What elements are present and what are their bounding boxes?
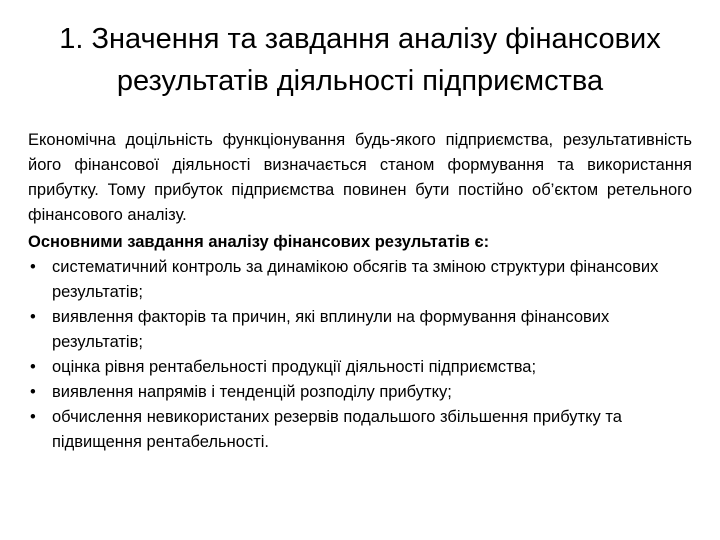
- list-item: [28, 380, 692, 405]
- list-item: [28, 355, 692, 380]
- bullet-icon: •: [30, 258, 36, 276]
- list-item-text: оцінка рівня рентабельності продукції діяльності підприємства;: [52, 358, 537, 376]
- list-item: [28, 405, 692, 455]
- tasks-list: [28, 255, 692, 455]
- bullet-icon: •: [30, 408, 36, 426]
- list-item: [28, 255, 692, 305]
- bullet-icon: •: [30, 383, 36, 401]
- list-item: [28, 305, 692, 355]
- list-item-text: систематичний контроль за динамікою обсягів та зміною структури фінансових результатів;: [52, 258, 659, 301]
- list-item-text: обчислення невикористаних резервів подальшого збільшення прибутку та підвищення рентабельності.: [52, 408, 622, 451]
- list-item-text: виявлення факторів та причин, які вплинули на формування фінансових результатів;: [52, 308, 610, 351]
- bullet-icon: •: [30, 358, 36, 376]
- tasks-heading: Основними завдання аналізу фінансових результатів є:: [28, 233, 490, 251]
- slide-body: [28, 128, 692, 455]
- slide-title: 1. Значення та завдання аналізу фінансових результатів діяльності підприємства: [59, 23, 661, 97]
- bullet-icon: •: [30, 308, 36, 326]
- intro-paragraph: Економічна доцільність функціонування будь-якого підприємства, результативність його фінансової діяльності визначається станом формування та використання прибутку. Тому прибуток підприємства повинен бути постійно об’єктом ретельного фінансового аналізу.: [28, 131, 692, 224]
- list-item-text: виявлення напрямів і тенденцій розподілу прибутку;: [52, 383, 452, 401]
